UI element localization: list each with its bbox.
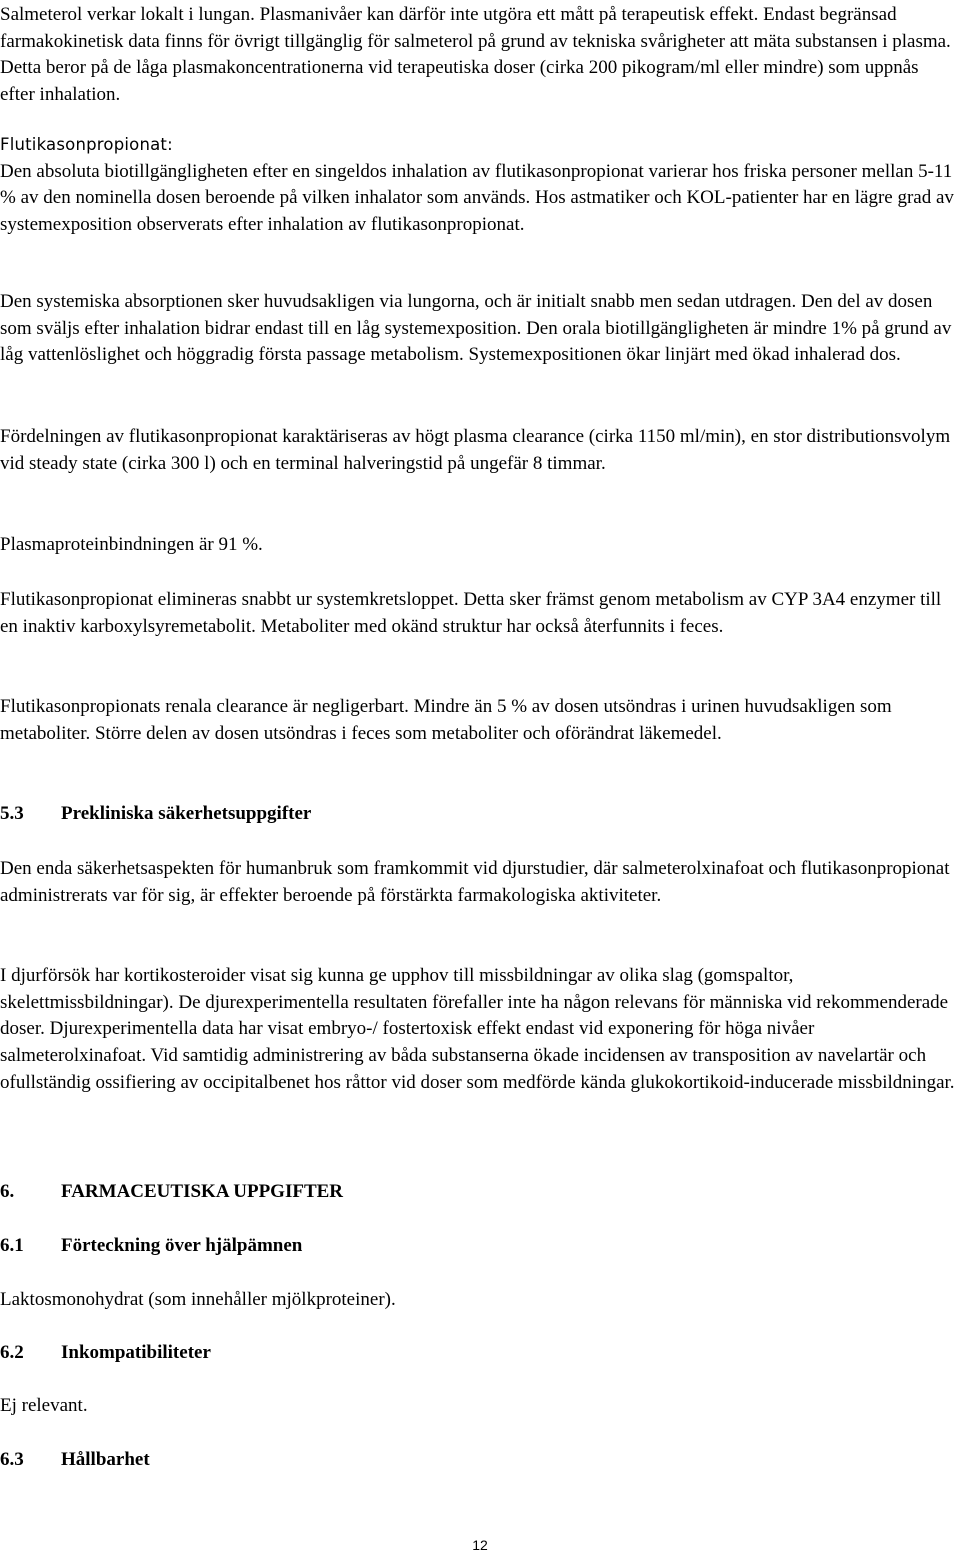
section-heading-6-2 (0, 1340, 956, 1366)
section-title: Förteckning över hjälpämnen (61, 1235, 303, 1256)
section-title: Hållbarhet (61, 1449, 150, 1470)
paragraph-protein-binding: Plasmaproteinbindningen är 91 %. (0, 534, 263, 555)
section-number: 6.2 (0, 1342, 24, 1363)
section-title: Prekliniska säkerhetsuppgifter (61, 803, 312, 824)
flutikason-label: Flutikasonpropionat: (0, 135, 173, 154)
section-heading-5-3 (0, 801, 956, 827)
paragraph-distribution: Fördelningen av flutikasonpropionat karaktäriseras av högt plasma clearance (cirka 1150 ml/min), en stor distributionsvolym vid steady state (cirka 300 l) och en terminal halveringstid på ungefär 8 timmar. (0, 426, 951, 474)
section-heading-6 (0, 1179, 956, 1205)
page-number: 12 (472, 1537, 488, 1553)
section-title: Inkompatibiliteter (61, 1342, 211, 1363)
section-number: 6.1 (0, 1235, 24, 1256)
section-heading-6-1 (0, 1233, 956, 1259)
paragraph-systemic-absorption: Den systemiska absorptionen sker huvudsakligen via lungorna, och är initialt snabb men sedan utdragen. Den del av dosen som sväljs efter inhalation bidrar endast till en låg systemexposition. Den orala biotillgängligheten är mindre 1% på grund av låg vattenlöslighet och höggradig första passage metabolism. Systemexpositionen ökar linjärt med ökad inhalerad dos. (0, 291, 952, 366)
paragraph-elimination: Flutikasonpropionat elimineras snabbt ur systemkretsloppet. Detta sker främst genom metabolism av CYP 3A4 enzymer till en inaktiv karboxylsyremetabolit. Metaboliter med okänd struktur har också återfunnits i feces. (0, 589, 942, 637)
section-title: FARMACEUTISKA UPPGIFTER (61, 1181, 344, 1202)
paragraph-animal-studies: I djurförsök har kortikosteroider visat sig kunna ge upphov till missbildningar av olika slag (gomspaltor, skelettmissbildningar). De djurexperimentella resultaten förefaller inte ha någon relevans för människa vid rekommenderade doser. Djurexperimentella data har visat embryo-/ fostertoxisk effekt endast vid exponering för höga nivåer salmeterolxinafoat. Vid samtidig administrering av båda substanserna ökade incidensen av transposition av navelartär och ofullständig ossifiering av occipitalbenet hos råttor vid doser som medförde kända glukokortikoid-inducerade missbildningar. (0, 965, 955, 1093)
paragraph-preclinical-safety: Den enda säkerhetsaspekten för humanbruk som framkommit vid djurstudier, där salmeterolxinafoat och flutikasonpropionat administrerats var för sig, är effekter beroende på förstärkta farmakologiska aktiviteter. (0, 858, 950, 906)
paragraph-renal-clearance: Flutikasonpropionats renala clearance är negligerbart. Mindre än 5 % av dosen utsöndras i urinen huvudsakligen som metaboliter. Större delen av dosen utsöndras i feces som metaboliter och oförändrat läkemedel. (0, 696, 892, 744)
section-number: 6. (0, 1181, 15, 1202)
paragraph-excipients: Laktosmonohydrat (som innehåller mjölkproteiner). (0, 1289, 396, 1310)
flutikason-bioavailability-text: Den absoluta biotillgängligheten efter en singeldos inhalation av flutikasonpropionat varierar hos friska personer mellan 5-11 % av den nominella dosen beroende på vilken inhalator som används. Hos astmatiker och KOL-patienter har en lägre grad av systemexposition observerats efter inhalation av flutikasonpropionat. (0, 160, 954, 236)
section-heading-6-3 (0, 1447, 956, 1473)
paragraph-salmeterol-pharmacokinetics: Salmeterol verkar lokalt i lungan. Plasmanivåer kan därför inte utgöra ett mått på terapeutisk effekt. Endast begränsad farmakokinetisk data finns för övrigt tillgänglig för salmeterol på grund av tekniska svårigheter att mäta substansen i plasma. Detta beror på de låga plasmakoncentrationerna vid terapeutiska doser (cirka 200 pikogram/ml eller mindre) som uppnås efter inhalation. (0, 4, 951, 106)
section-number: 5.3 (0, 803, 24, 824)
section-number: 6.3 (0, 1449, 24, 1470)
paragraph-incompatibilities: Ej relevant. (0, 1395, 88, 1416)
paragraph-flutikason-bioavailability (0, 132, 956, 239)
